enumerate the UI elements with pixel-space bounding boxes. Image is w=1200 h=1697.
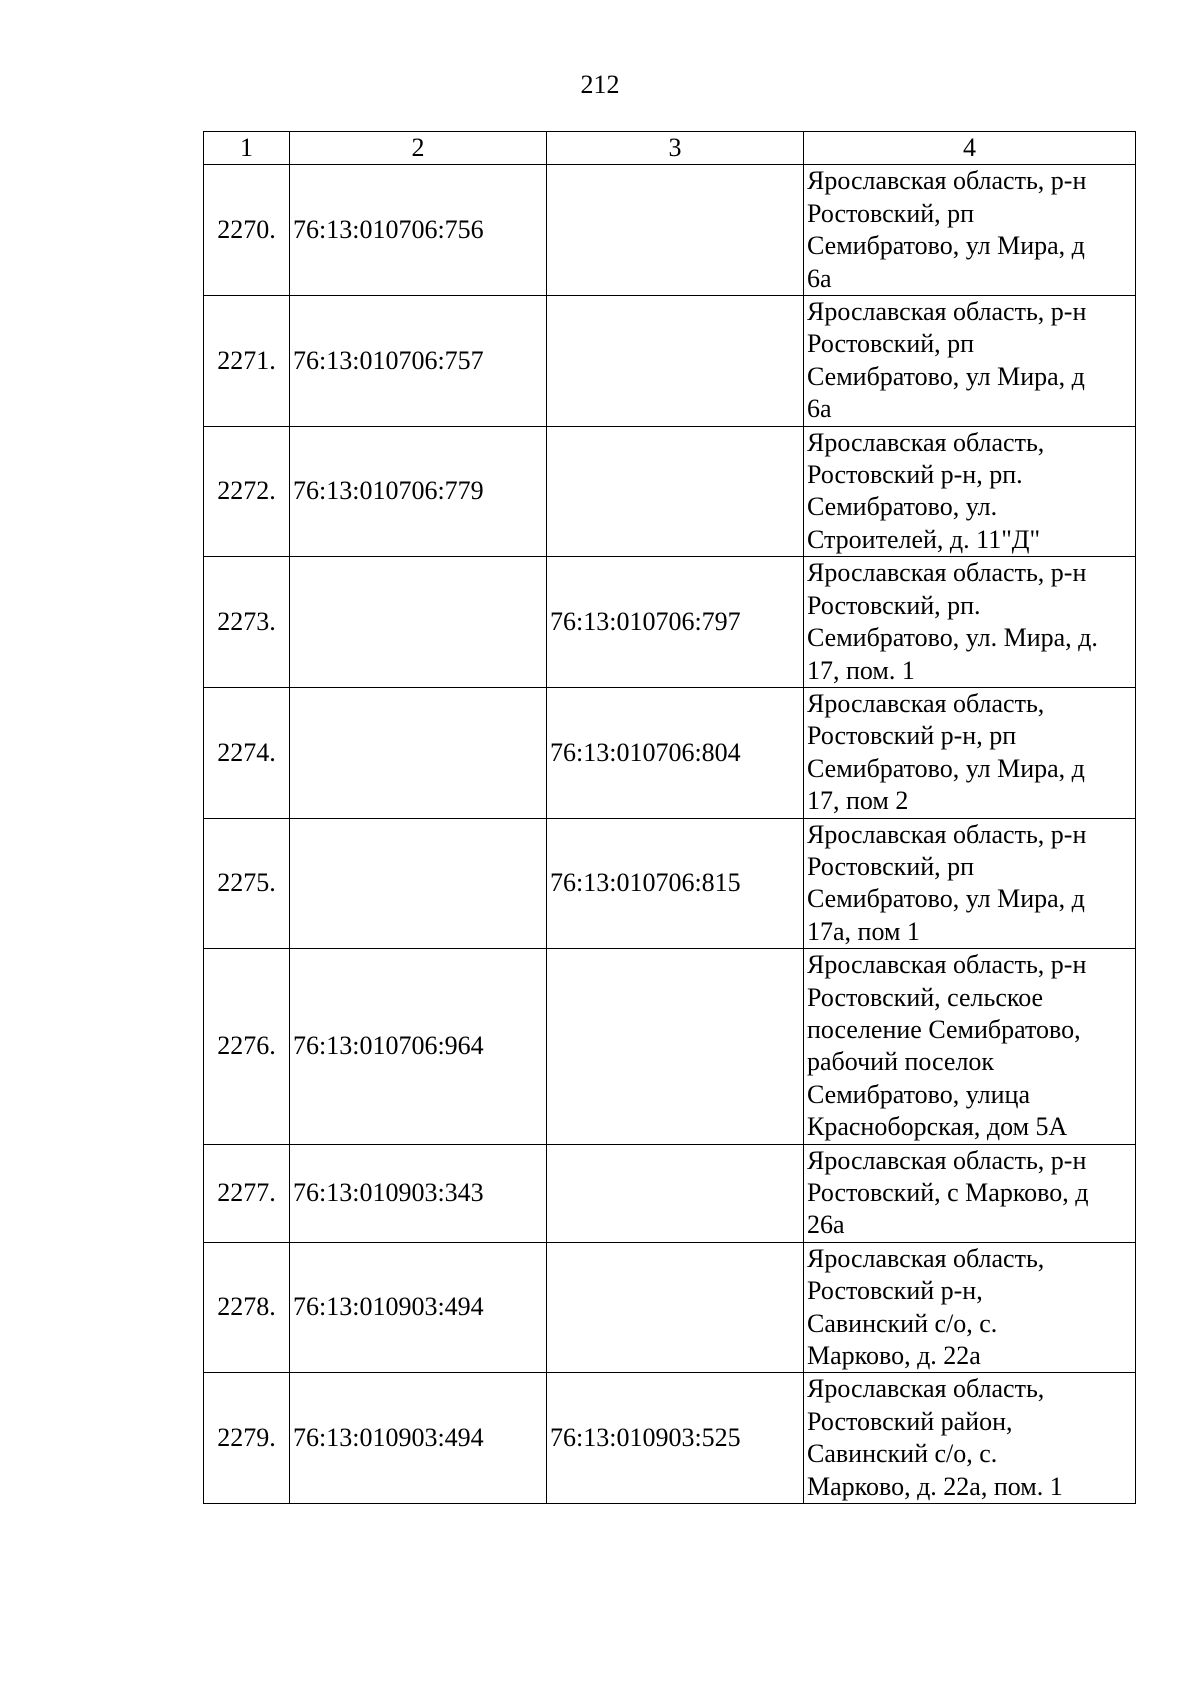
row-number-cell: 2274. [204,687,290,818]
address-line: Ростовский, рп. [807,590,981,620]
address-line: Ростовский, рп [807,329,975,359]
row-number-cell: 2275. [204,818,290,949]
address-line: Семибратово, улица [807,1079,1030,1109]
cadastral-number-cell-col3 [547,1242,804,1373]
row-number-cell: 2270. [204,165,290,296]
table-row [204,949,1136,1144]
address-line: Семибратово, ул Мира, д [807,231,1085,261]
address-cell [804,818,1136,949]
address-line: Семибратово, ул. [807,492,998,522]
address-line: Ростовский, сельское [807,982,1044,1012]
address-line: Ростовский, с Марково, д [807,1178,1089,1207]
table-body [204,165,1136,1504]
table-row [204,1373,1136,1504]
address-line: Савинский с/о, с. [807,1439,998,1469]
address-line: 17а, пом 1 [807,916,920,946]
address-line: Ярославская область, р-н [807,558,1087,588]
address-line: 6а [807,263,832,293]
table-row [204,818,1136,949]
cadastral-number-cell-col3 [547,296,804,427]
address-line: Семибратово, ул Мира, д [807,753,1085,783]
address-line: Ярославская область, р-н [807,950,1087,980]
column-header-3: 3 [547,132,804,165]
address-line: 17, пом 2 [807,786,909,816]
address-line: Марково, д. 22а, пом. 1 [807,1471,1063,1501]
address-line: Ярославская область, р-н [807,166,1087,196]
table-row [204,687,1136,818]
row-number-cell: 2278. [204,1242,290,1373]
address-line: Ростовский р-н, рп. [807,460,1023,490]
cadastral-number-cell-col2: 76:13:010706:964 [290,949,547,1144]
cadastral-number-cell-col2: 76:13:010903:494 [290,1242,547,1373]
register-table [203,131,1136,1504]
cadastral-number-cell-col2: 76:13:010706:779 [290,426,547,557]
cadastral-number-cell-col3 [547,165,804,296]
address-line: Ростовский, рп [807,198,975,228]
address-line: Савинский с/о, с. [807,1308,998,1338]
cadastral-number-cell-col2 [290,687,547,818]
table-row [204,296,1136,427]
address-line: Ростовский район, [807,1406,1013,1436]
address-line: 17, пом. 1 [807,655,915,685]
row-number-cell: 2272. [204,426,290,557]
address-line: Марково, д. 22а [807,1341,981,1371]
address-line: Ярославская область, [807,1374,1045,1404]
address-line: Красноборская, дом 5А [807,1112,1068,1142]
address-line: 26а [807,1210,845,1240]
cadastral-number-cell-col2 [290,818,547,949]
address-line: 6а [807,394,832,424]
column-header-4: 4 [804,132,1136,165]
address-cell [804,687,1136,818]
cadastral-number-cell-col3: 76:13:010706:797 [547,557,804,688]
address-line: Ярославская область, [807,1243,1045,1273]
address-line: Семибратово, ул. Мира, д. [807,623,1098,653]
cadastral-number-cell-col3: 76:13:010706:804 [547,687,804,818]
table-row [204,557,1136,688]
address-cell [804,949,1136,1144]
address-line: Семибратово, ул Мира, д [807,361,1085,391]
table-row [204,426,1136,557]
address-cell [804,1242,1136,1373]
cadastral-number-cell-col3 [547,426,804,557]
column-header-2: 2 [290,132,547,165]
address-line: Ростовский, рп [807,851,975,881]
address-line: Ярославская область, р-н [807,819,1087,849]
address-cell [804,165,1136,296]
cadastral-number-cell-col2: 76:13:010706:757 [290,296,547,427]
address-line: Ярославская область, р-н [807,297,1087,327]
row-number-cell: 2277. [204,1144,290,1242]
table-row [204,1144,1136,1242]
address-line: Ростовский р-н, [807,1276,983,1306]
page-number: 212 [580,70,620,99]
address-line: Строителей, д. 11"Д" [807,524,1041,554]
cadastral-number-cell-col2 [290,557,547,688]
address-line: поселение Семибратово, [807,1014,1081,1044]
column-header-1: 1 [204,132,290,165]
row-number-cell: 2273. [204,557,290,688]
row-number-cell: 2279. [204,1373,290,1504]
address-line: рабочий поселок [807,1047,995,1077]
cadastral-number-cell-col2: 76:13:010903:494 [290,1373,547,1504]
cadastral-number-cell-col2: 76:13:010706:756 [290,165,547,296]
address-line: Семибратово, ул Мира, д [807,884,1085,914]
address-cell [804,1373,1136,1504]
cadastral-number-cell-col3: 76:13:010903:525 [547,1373,804,1504]
address-line: Ярославская область, [807,688,1045,718]
table-header-row [204,132,1136,165]
cadastral-number-cell-col3 [547,949,804,1144]
address-line: Ярославская область, р-н [807,1145,1087,1175]
cadastral-number-cell-col3 [547,1144,804,1242]
cadastral-number-cell-col3: 76:13:010706:815 [547,818,804,949]
address-cell [804,557,1136,688]
table-row [204,1242,1136,1373]
table-row [204,165,1136,296]
cadastral-number-cell-col2: 76:13:010903:343 [290,1144,547,1242]
address-cell [804,426,1136,557]
address-cell [804,1144,1136,1242]
address-cell [804,296,1136,427]
address-line: Ярославская область, [807,427,1045,457]
row-number-cell: 2271. [204,296,290,427]
address-line: Ростовский р-н, рп [807,721,1017,751]
row-number-cell: 2276. [204,949,290,1144]
